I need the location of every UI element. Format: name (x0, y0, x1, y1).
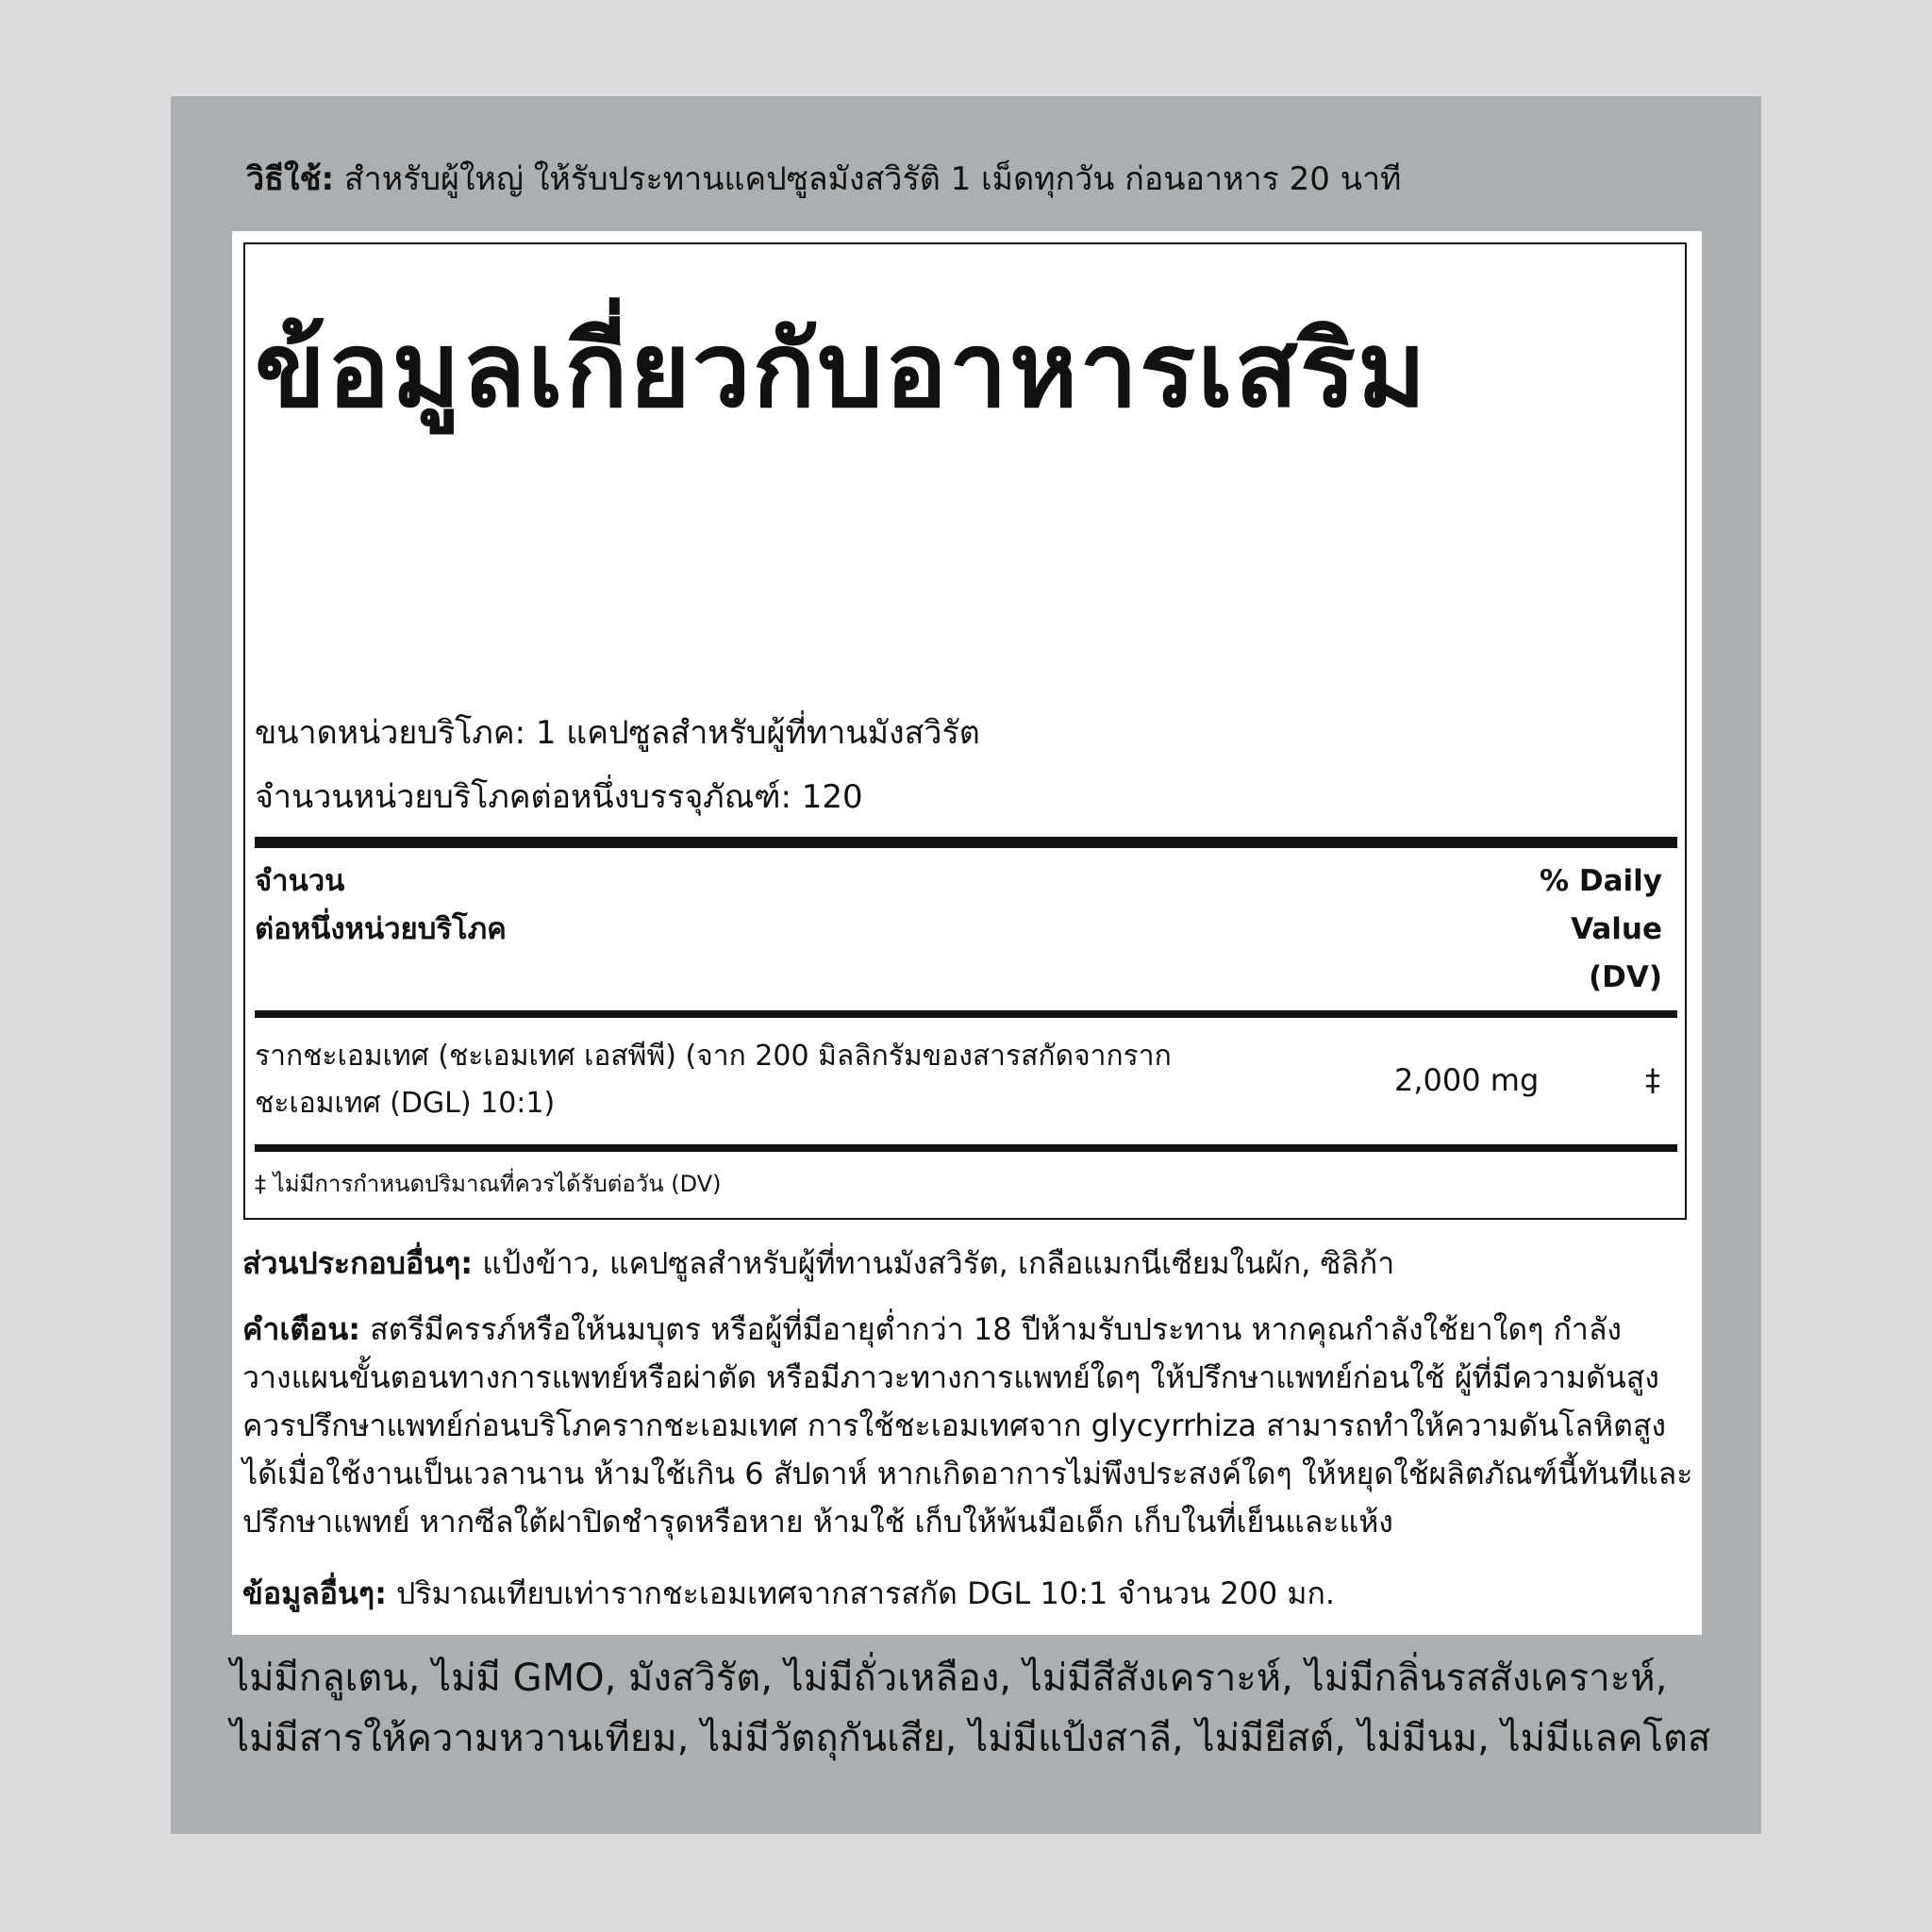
supplement-facts-title: ข้อมูลเกี่ยวกับอาหารเสริม (255, 309, 1428, 430)
dv-header-line1: % Daily (1540, 864, 1662, 898)
nutrient-name: รากชะเอมเทศ (ชะเอมเทศ เอสพีพี) (จาก 200 มิลลิกรัมของสารสกัดจากราก ชะเอมเทศ (DGL) 10:1) (255, 1040, 1172, 1120)
warning (242, 1306, 1695, 1546)
thick-divider (255, 837, 1677, 848)
other-ingredients (242, 1240, 1695, 1288)
directions (246, 157, 1718, 202)
other-ingredients-text: แป้งข้าว, แคปซูลสำหรับผู้ที่ทานมังสวิรัต, เกลือแมกนีเซียมในผัก, ซิลิก้า (473, 1245, 1395, 1281)
nutrient-amount: 2,000 mg (1394, 1062, 1540, 1098)
dv-header-line2: Value (1571, 912, 1662, 946)
amount-header-line1: จำนวน (255, 864, 345, 898)
label-white-block (232, 231, 1702, 1635)
dv-footnote: ‡ ไม่มีการกำหนดปริมาณที่ควรได้รับต่อวัน (DV) (255, 1171, 722, 1197)
dv-header-line3: (DV) (1588, 960, 1662, 994)
bottom-divider (255, 1144, 1677, 1152)
servings-per-container: จำนวนหน่วยบริโภคต่อหนึ่งบรรจุภัณฑ์: 120 (255, 778, 863, 816)
daily-value-header (1540, 858, 1662, 1002)
other-ingredients-label: ส่วนประกอบอื่นๆ: (242, 1245, 474, 1281)
serving-size: ขนาดหน่วยบริโภค: 1 แคปซูลสำหรับผู้ที่ทานมังสวิรัต (255, 714, 980, 752)
other-info-text: ปริมาณเทียบเท่ารากชะเอมเทศจากสารสกัด DGL 10:1 จำนวน 200 มก. (386, 1575, 1336, 1611)
label-panel (171, 96, 1761, 1834)
free-from-statement: ไม่มีกลูเตน, ไม่มี GMO, มังสวิรัต, ไม่มีถั่วเหลือง, ไม่มีสีสังเคราะห์, ไม่มีกลิ่นรสสังเคราะห์, ไม่มีสารให้ความหวานเทียม, ไม่มีวัตถุกันเสีย, ไม่มีแป้งสาลี, ไม่มียีสต์, ไม่มีนม, ไม่มีแลคโตส (230, 1657, 1711, 1760)
directions-text: สำหรับผู้ใหญ่ ให้รับประทานแคปซูลมังสวิรัติ 1 เม็ดทุกวัน ก่อนอาหาร 20 นาที (334, 160, 1402, 198)
directions-label: วิธีใช้: (246, 160, 335, 198)
warning-label: คำเตือน: (242, 1311, 360, 1347)
other-info (242, 1570, 1695, 1618)
warning-text: สตรีมีครรภ์หรือให้นมบุตร หรือผู้ที่มีอายุต่ำกว่า 18 ปีห้ามรับประทาน หากคุณกำลังใช้ยาใดๆ กำลังวางแผนขั้นตอนทางการแพทย์หรือผ่าตัด หรือมีภาวะทางการแพทย์ใดๆ ให้ปรึกษาแพทย์ก่อนใช้ ผู้ที่มีความดันสูงควรปรึกษาแพทย์ก่อนบริโภครากชะเอมเทศ การใช้ชะเอมเทศจาก glycyrrhiza สามารถทำให้ความดันโลหิตสูงได้เมื่อใช้งานเป็นเวลานาน ห้ามใช้เกิน 6 สัปดาห์ หากเกิดอาการไม่พึงประสงค์ใดๆ ให้หยุดใช้ผลิตภัณฑ์นี้ทันทีและปรึกษาแพทย์ หากซีลใต้ฝาปิดชำรุดหรือหาย ห้ามใช้ เก็บให้พ้นมือเด็ก เก็บในที่เย็นและแห้ง (242, 1311, 1693, 1540)
medium-divider (255, 1010, 1677, 1018)
nutrient-dv: ‡ (1645, 1062, 1660, 1098)
amount-header-line2: ต่อหนึ่งหน่วยบริโภค (255, 912, 507, 946)
other-info-label: ข้อมูลอื่นๆ: (242, 1575, 387, 1611)
amount-per-serving-header (255, 858, 507, 954)
supplement-facts-box (243, 242, 1687, 1220)
